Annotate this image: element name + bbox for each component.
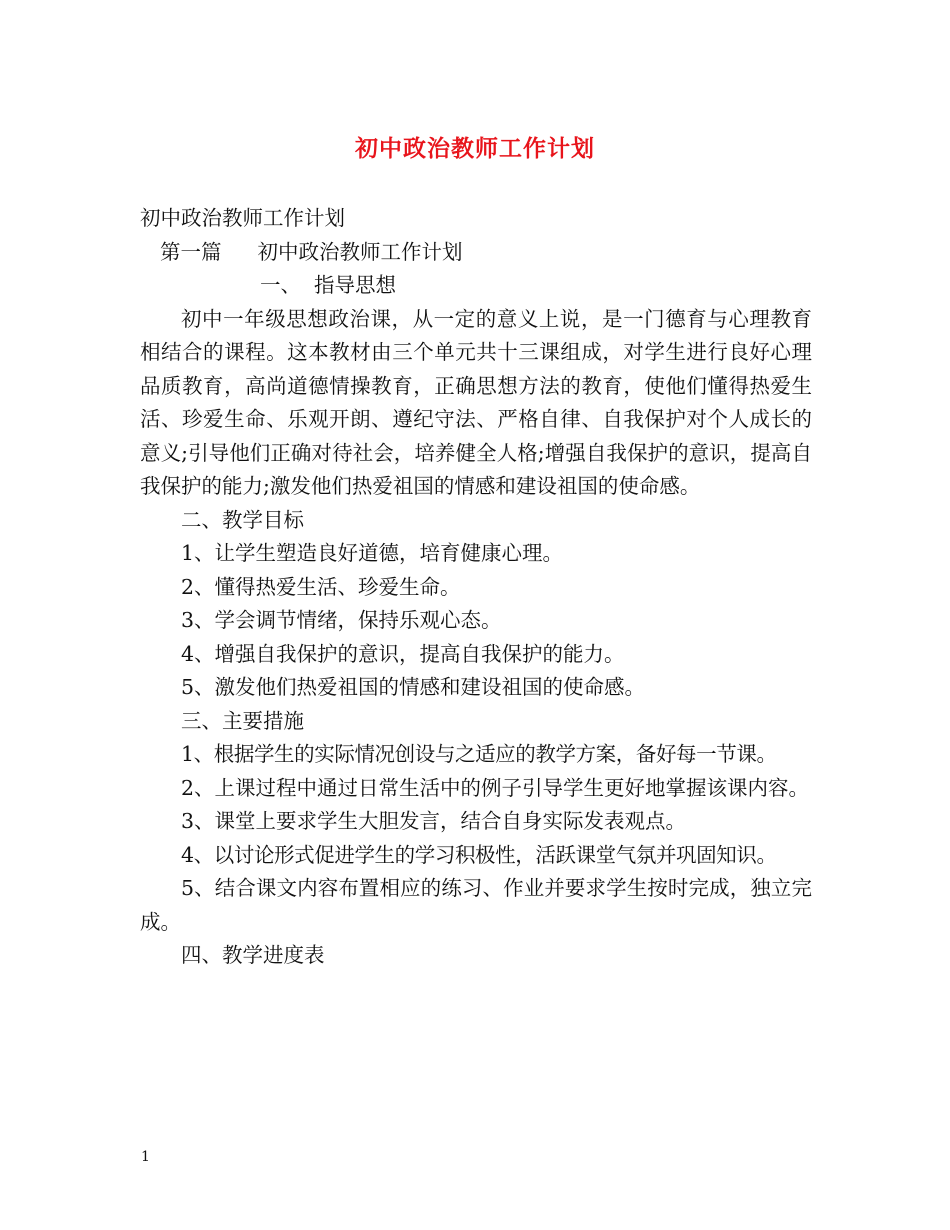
- page-number: 1: [141, 1149, 150, 1165]
- list-item: 4、增强自我保护的意识，提高自我保护的能力。: [181, 641, 625, 666]
- chapter-heading: [140, 236, 812, 270]
- list-item: 1、根据学生的实际情况创设与之适应的教学方案，备好每一节课。: [181, 742, 777, 766]
- list-item: 5、激发他们热爱祖国的情感和建设祖国的使命感。: [181, 675, 646, 699]
- paragraph-guiding-thought: 初中一年级思想政治课，从一定的意义上说，是一门德育与心理教育相结合的课程。这本教材由三个单元共十三课组成，对学生进行良好心理品质教育，高尚道德情操教育，正确思想方法的教育，使他们懂得热爱生活、珍爱生命、乐观开朗、遵纪守法、严格自律、自我保护对个人成长的意义;引导他们正确对待社会，培养健全人格;增强自我保护的意识，提高自我保护的能力;激发他们热爱祖国的情感和建设祖国的使命感。: [140, 306, 812, 498]
- list-item: 3、课堂上要求学生大胆发言，结合自身实际发表观点。: [181, 809, 687, 833]
- chapter-label: 第一篇: [160, 239, 222, 264]
- chapter-title: 初中政治教师工作计划: [257, 239, 463, 264]
- list-item: 1、让学生塑造良好道德，培育健康心理。: [181, 541, 564, 565]
- list-item: 2、懂得热爱生活、珍爱生命。: [181, 574, 461, 599]
- section-1-number: 一、: [260, 273, 301, 297]
- list-item: 2、上课过程中通过日常生活中的例子引导学生更好地掌握该课内容。: [181, 775, 810, 800]
- section-1-title: 指导思想: [314, 273, 397, 297]
- section-heading-3: 三、主要措施: [181, 708, 304, 733]
- list-item: 4、以讨论形式促进学生的学习积极性，活跃课堂气氛并巩固知识。: [181, 842, 777, 867]
- section-heading-4: 四、教学进度表: [181, 943, 325, 967]
- list-item: 5、结合课文内容布置相应的练习、作业并要求学生按时完成，独立完成。: [140, 876, 812, 934]
- document-body: [140, 202, 812, 973]
- section-heading-2: 二、教学目标: [181, 507, 304, 532]
- list-item: 3、学会调节情绪，保持乐观心态。: [181, 608, 502, 632]
- document-subtitle: 初中政治教师工作计划: [140, 206, 345, 230]
- document-title: 初中政治教师工作计划: [355, 135, 595, 162]
- section-heading-1: [140, 269, 812, 303]
